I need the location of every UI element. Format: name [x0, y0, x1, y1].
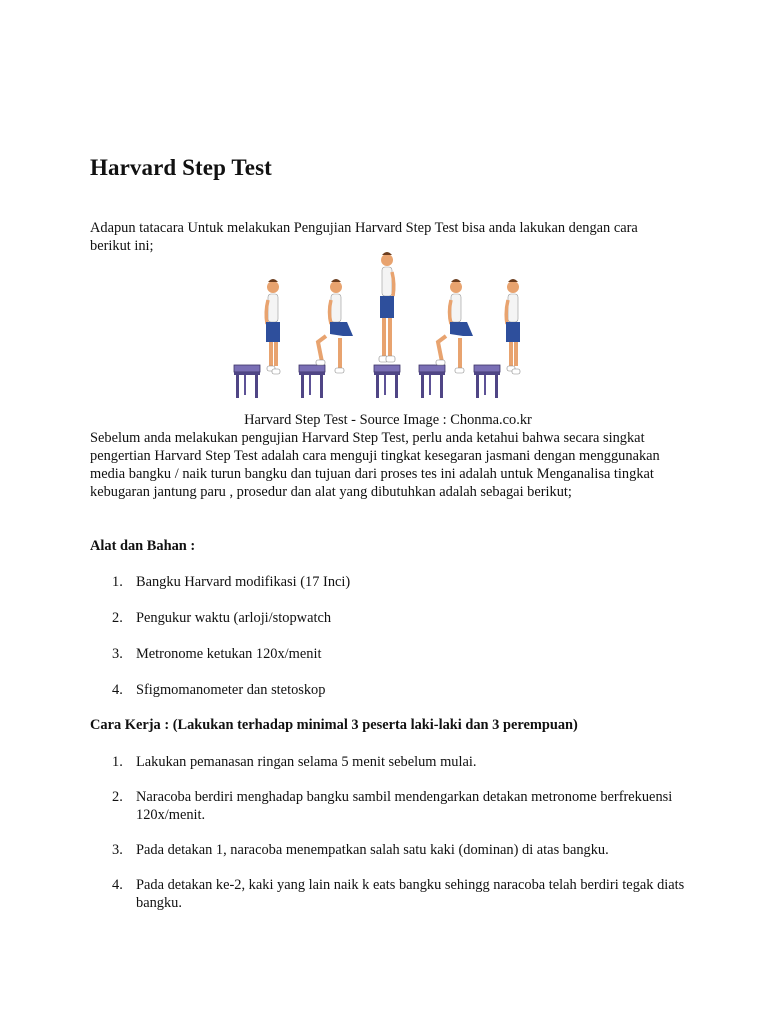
description-paragraph: Sebelum anda melakukan pengujian Harvard Step Test, perlu anda ketahui bahwa secara singkat pengertian Harvard Step Test adalah cara menguji tingkat kesegaran jasmani dengan menggunakan media bangku / naik turun bangku dan tujuan dari proses tes ini adalah untuk Menganalisa tingkat kebugaran jantung paru , prosedur dan alat yang dibutuhkan adalah sebagai berikut; — [90, 430, 660, 500]
list-item: 1. Bangku Harvard modifikasi (17 Inci) — [112, 574, 351, 590]
materials-heading: Alat dan Bahan : — [90, 538, 196, 554]
page-title: Harvard Step Test — [90, 155, 272, 180]
figure-one-foot-up — [299, 279, 353, 398]
image-caption: Harvard Step Test - Source Image : Chonma.co.kr — [244, 412, 532, 428]
list-item: 3. Metronome ketukan 120x/menit — [112, 646, 322, 662]
materials-list — [90, 573, 690, 699]
list-item: 4. Pada detakan ke-2, kaki yang lain naik k eats bangku sehingg naracoba telah berdiri tegak diats bangku. — [112, 877, 685, 911]
list-item: 2. Pengukur waktu (arloji/stopwatch — [112, 610, 332, 626]
procedure-heading: Cara Kerja : (Lakukan terhadap minimal 3 peserta laki-laki dan 3 perempuan) — [90, 717, 578, 733]
figure-standing-1 — [234, 279, 280, 398]
figure-stepping-down — [419, 279, 473, 398]
list-item: 1. Lakukan pemanasan ringan selama 5 menit sebelum mulai. — [112, 754, 477, 770]
list-item: 2. Naracoba berdiri menghadap bangku sambil mendengarkan detakan metronome berfrekuensi 120x/menit. — [112, 789, 673, 823]
list-item: 4. Sfigmomanometer dan stetoskop — [112, 682, 326, 698]
figure-on-bench — [374, 252, 400, 398]
list-item: 3. Pada detakan 1, naracoba menempatkan salah satu kaki (dominan) di atas bangku. — [112, 842, 609, 858]
step-test-illustration — [230, 250, 530, 415]
intro-paragraph: Adapun tatacara Untuk melakukan Pengujian Harvard Step Test bisa anda lakukan dengan cara berikut ini; — [90, 220, 638, 254]
figure-standing-2 — [474, 279, 520, 398]
procedure-list — [90, 753, 690, 912]
